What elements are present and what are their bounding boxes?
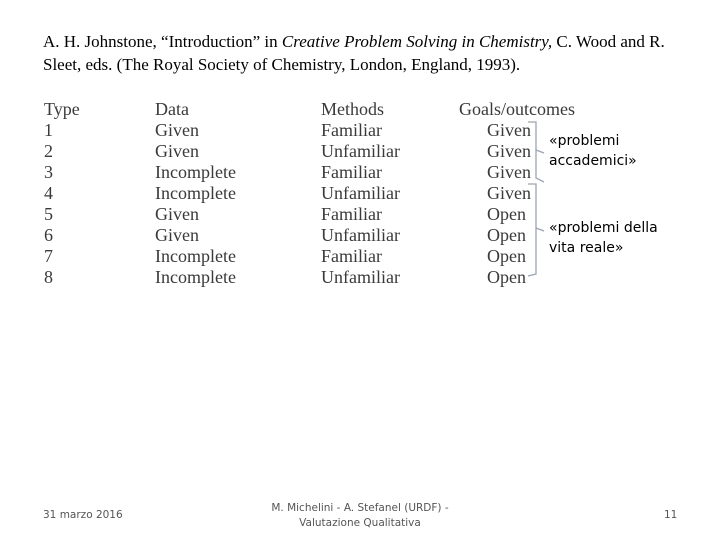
label-real-life-line1: «problemi della xyxy=(549,220,658,236)
label-real-life-problems xyxy=(549,218,709,258)
cell-type: 2 xyxy=(44,141,53,161)
citation-part2: C. Wood and R. Sleet, eds. (The Royal Society of Chemistry, London, England, 1993). xyxy=(43,32,665,74)
citation-text xyxy=(43,30,703,76)
footer-authors xyxy=(250,501,470,531)
cell-methods: Unfamiliar xyxy=(321,141,400,161)
table-row xyxy=(44,141,575,162)
table-row xyxy=(44,183,575,204)
header-goals: Goals/outcomes xyxy=(459,99,575,119)
brace-real-life xyxy=(526,182,546,278)
cell-methods: Unfamiliar xyxy=(321,267,400,287)
cell-data: Given xyxy=(155,225,199,245)
citation-part1: A. H. Johnstone, “Introduction” in xyxy=(43,32,282,51)
cell-data: Given xyxy=(155,120,199,140)
footer-authors-line1: M. Michelini - A. Stefanel (URDF) - xyxy=(271,502,449,514)
cell-data: Incomplete xyxy=(155,267,236,287)
table-header-row xyxy=(44,99,575,120)
cell-data: Incomplete xyxy=(155,246,236,266)
cell-goals: Open xyxy=(487,246,526,266)
cell-type: 1 xyxy=(44,120,53,140)
cell-goals: Open xyxy=(487,204,526,224)
cell-goals: Given xyxy=(487,162,531,182)
brace-academic xyxy=(526,120,546,184)
cell-goals: Open xyxy=(487,225,526,245)
cell-methods: Familiar xyxy=(321,120,382,140)
table-row xyxy=(44,246,575,267)
cell-methods: Familiar xyxy=(321,246,382,266)
table-row xyxy=(44,120,575,141)
cell-data: Given xyxy=(155,141,199,161)
footer-authors-line2: Valutazione Qualitativa xyxy=(299,517,421,529)
header-type: Type xyxy=(44,99,80,119)
cell-type: 8 xyxy=(44,267,53,287)
citation-book-title: Creative Problem Solving in Chemistry, xyxy=(281,32,553,51)
table-row xyxy=(44,204,575,225)
problem-types-table xyxy=(44,99,575,288)
cell-type: 5 xyxy=(44,204,53,224)
label-academic-line2: accademici» xyxy=(549,153,637,169)
cell-methods: Unfamiliar xyxy=(321,183,400,203)
label-real-life-line2: vita reale» xyxy=(549,240,624,256)
cell-goals: Given xyxy=(487,141,531,161)
cell-type: 7 xyxy=(44,246,53,266)
footer-page-number: 11 xyxy=(664,509,678,521)
table-row xyxy=(44,162,575,183)
header-methods: Methods xyxy=(321,99,384,119)
cell-methods: Familiar xyxy=(321,162,382,182)
cell-goals: Given xyxy=(487,183,531,203)
footer-date: 31 marzo 2016 xyxy=(43,509,123,521)
table-row xyxy=(44,225,575,246)
cell-goals: Given xyxy=(487,120,531,140)
cell-type: 4 xyxy=(44,183,53,203)
cell-methods: Familiar xyxy=(321,204,382,224)
cell-data: Given xyxy=(155,204,199,224)
cell-type: 6 xyxy=(44,225,53,245)
header-data: Data xyxy=(155,99,189,119)
cell-type: 3 xyxy=(44,162,53,182)
table-row xyxy=(44,267,575,288)
label-academic-problems xyxy=(549,131,709,171)
cell-data: Incomplete xyxy=(155,162,236,182)
cell-methods: Unfamiliar xyxy=(321,225,400,245)
label-academic-line1: «problemi xyxy=(549,133,620,149)
cell-data: Incomplete xyxy=(155,183,236,203)
cell-goals: Open xyxy=(487,267,526,287)
